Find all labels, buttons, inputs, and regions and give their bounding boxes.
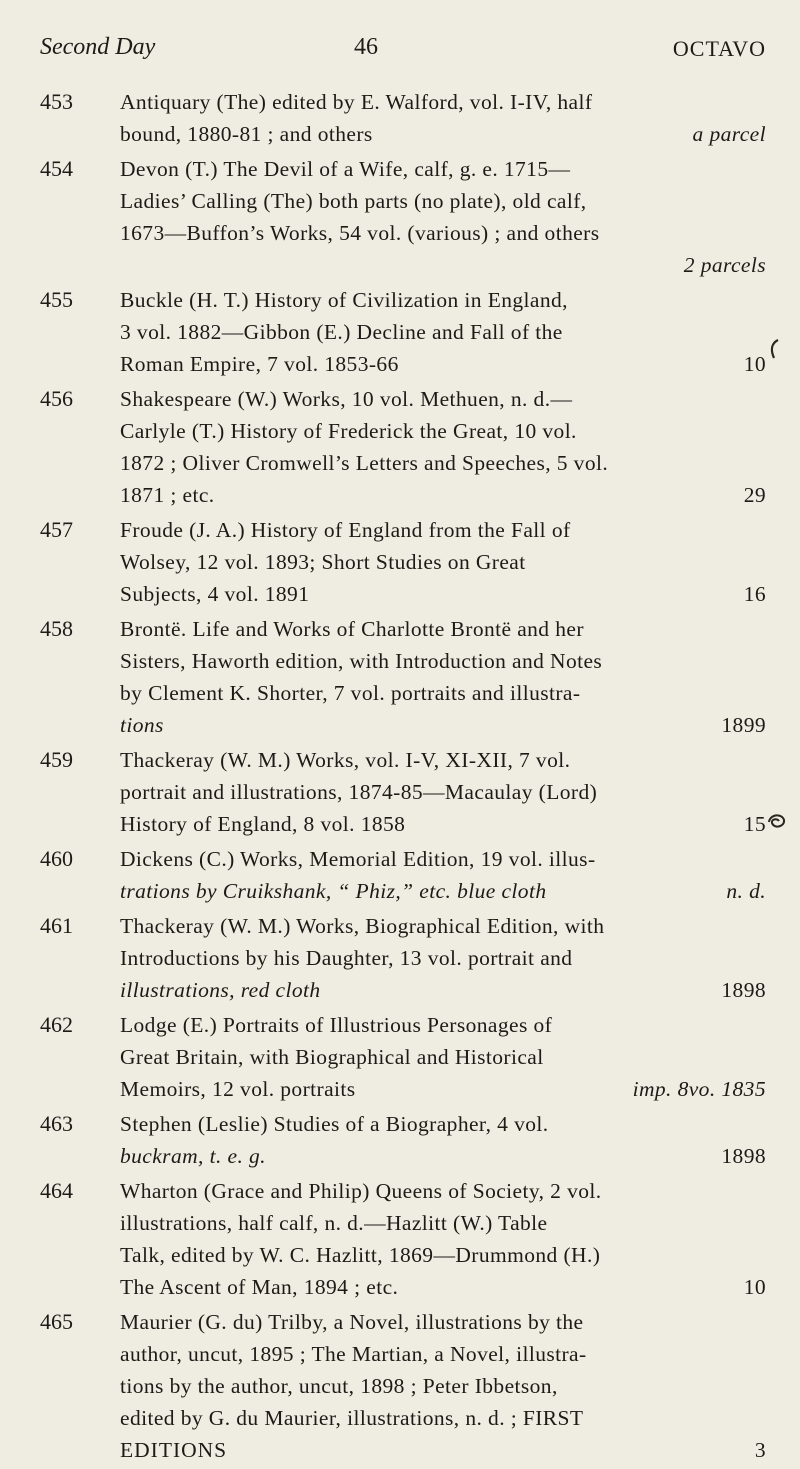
catalogue-entry (40, 1108, 766, 1172)
entry-line: Dickens (C.) Works, Memorial Edition, 19 vol. illus- (120, 847, 596, 871)
lot-quantity: 2 parcels (683, 253, 766, 277)
entry-line-text: Memoirs, 12 vol. portraits (120, 1077, 356, 1101)
entry-line: Wolsey, 12 vol. 1893; Short Studies on Great (120, 550, 526, 574)
entry-line-text: buckram, t. e. g. (120, 1144, 266, 1168)
entry-line: portrait and illustrations, 1874-85—Macaulay (Lord) (120, 780, 598, 804)
catalogue-entry (40, 910, 766, 1006)
entry-line-text: tions (120, 713, 164, 737)
entry-description (120, 613, 766, 741)
entry-line: Stephen (Leslie) Studies of a Biographer, 4 vol. (120, 1112, 549, 1136)
margin-pencil-mark (768, 338, 782, 365)
catalogue-entry (40, 1175, 766, 1303)
entry-line: Froude (J. A.) History of England from the Fall of (120, 518, 571, 542)
entry-line: edited by G. du Maurier, illustrations, n. d. ; FIRST (120, 1406, 584, 1430)
entry-description (120, 86, 766, 150)
entry-line (120, 1140, 766, 1172)
entry-line: Lodge (E.) Portraits of Illustrious Personages of (120, 1013, 553, 1037)
lot-date: 1899 (721, 713, 766, 737)
entry-line (120, 118, 766, 150)
entry-line: 1872 ; Oliver Cromwell’s Letters and Speeches, 5 vol. (120, 451, 609, 475)
entry-line-text: trations by Cruikshank, “ Phiz,” etc. blue cloth (120, 879, 547, 903)
entry-line: Buckle (H. T.) History of Civilization in England, (120, 288, 568, 312)
lot-quantity: 10 (743, 1275, 766, 1299)
entry-line-text: History of England, 8 vol. 1858 (120, 812, 406, 836)
entry-line: Thackeray (W. M.) Works, Biographical Edition, with (120, 914, 605, 938)
lot-quantity: 3 (754, 1438, 766, 1462)
lot-number: 457 (40, 517, 73, 542)
entry-line: Wharton (Grace and Philip) Queens of Society, 2 vol. (120, 1179, 602, 1203)
entry-line: Devon (T.) The Devil of a Wife, calf, g. e. 1715— (120, 157, 571, 181)
lot-quantity: 16 (743, 582, 766, 606)
entry-description (120, 1175, 766, 1303)
page-header (40, 34, 766, 68)
entry-line: illustrations, half calf, n. d.—Hazlitt (W.) Table (120, 1211, 548, 1235)
catalogue-entry (40, 153, 766, 281)
lot-date: 1898 (721, 1144, 766, 1168)
entry-line-text: The Ascent of Man, 1894 ; etc. (120, 1275, 399, 1299)
lot-number: 459 (40, 747, 73, 772)
catalogue-entry (40, 1306, 766, 1466)
lot-quantity: 10 (743, 352, 766, 376)
entry-line: tions by the author, uncut, 1898 ; Peter Ibbetson, (120, 1374, 558, 1398)
entry-description (120, 843, 766, 907)
entry-line: Shakespeare (W.) Works, 10 vol. Methuen, n. d.— (120, 387, 573, 411)
entry-description (120, 514, 766, 610)
entry-line: Thackeray (W. M.) Works, vol. I-V, XI-XII, 7 vol. (120, 748, 571, 772)
entry-line: Introductions by his Daughter, 13 vol. portrait and (120, 946, 573, 970)
lot-number: 453 (40, 89, 73, 114)
entry-line (120, 875, 766, 907)
entry-line (120, 974, 766, 1006)
entry-line: 1673—Buffon’s Works, 54 vol. (various) ; and others (120, 221, 600, 245)
section-label: OCTAVO (672, 36, 766, 61)
entry-description (120, 744, 766, 840)
entry-line (120, 808, 766, 840)
entry-description (120, 153, 766, 281)
catalogue-entry (40, 383, 766, 511)
entry-description (120, 284, 766, 380)
lot-number: 458 (40, 616, 73, 641)
entry-line (120, 709, 766, 741)
entry-description (120, 910, 766, 1006)
catalogue-entry (40, 843, 766, 907)
entry-line (120, 1073, 766, 1105)
lot-quantity: a parcel (692, 122, 766, 146)
entry-line: by Clement K. Shorter, 7 vol. portraits and illustra- (120, 681, 581, 705)
lot-number: 465 (40, 1309, 73, 1334)
lot-format-date: imp. 8vo. 1835 (632, 1077, 766, 1101)
lot-quantity: 15 (743, 812, 766, 836)
lot-number: 463 (40, 1111, 73, 1136)
entry-line (120, 348, 766, 380)
lot-number: 455 (40, 287, 73, 312)
running-head-day: Second Day (40, 34, 156, 60)
entry-line-text: illustrations, red cloth (120, 978, 321, 1002)
entry-line (120, 249, 766, 281)
entry-description (120, 1306, 766, 1466)
entry-line: Sisters, Haworth edition, with Introduction and Notes (120, 649, 603, 673)
entry-line-text: 1871 ; etc. (120, 483, 215, 507)
entry-line: 3 vol. 1882—Gibbon (E.) Decline and Fall of the (120, 320, 563, 344)
lot-date: 1898 (721, 978, 766, 1002)
catalogue-entry (40, 1009, 766, 1105)
margin-pencil-mark (766, 810, 788, 837)
entry-line-text: EDITIONS (120, 1438, 228, 1462)
lot-date: n. d. (726, 879, 766, 903)
lot-number: 461 (40, 913, 73, 938)
entry-line: author, uncut, 1895 ; The Martian, a Novel, illustra- (120, 1342, 587, 1366)
page-number: 46 (354, 34, 378, 60)
lot-number: 454 (40, 156, 73, 181)
entry-line: Ladies’ Calling (The) both parts (no plate), old calf, (120, 189, 587, 213)
lot-number: 456 (40, 386, 73, 411)
entry-line-text: Subjects, 4 vol. 1891 (120, 582, 310, 606)
entry-line: Carlyle (T.) History of Frederick the Great, 10 vol. (120, 419, 577, 443)
entry-line (120, 479, 766, 511)
entry-line (120, 1434, 766, 1466)
entry-description (120, 1108, 766, 1172)
entry-line-text: Roman Empire, 7 vol. 1853-66 (120, 352, 399, 376)
lot-number: 460 (40, 846, 73, 871)
entry-description (120, 1009, 766, 1105)
catalogue-entry (40, 744, 766, 840)
lot-number: 464 (40, 1178, 73, 1203)
lot-quantity: 29 (743, 483, 766, 507)
catalogue-entry (40, 284, 766, 380)
lot-number: 462 (40, 1012, 73, 1037)
entry-line: Brontë. Life and Works of Charlotte Brontë and her (120, 617, 584, 641)
catalogue-entry (40, 514, 766, 610)
entry-line: Great Britain, with Biographical and Historical (120, 1045, 544, 1069)
entry-line: Maurier (G. du) Trilby, a Novel, illustrations by the (120, 1310, 584, 1334)
catalogue-entries (40, 86, 766, 1469)
entry-line-text: bound, 1880-81 ; and others (120, 122, 373, 146)
entry-line: Talk, edited by W. C. Hazlitt, 1869—Drummond (H.) (120, 1243, 601, 1267)
entry-line (120, 578, 766, 610)
entry-line (120, 1271, 766, 1303)
catalogue-entry (40, 86, 766, 150)
entry-line: Antiquary (The) edited by E. Walford, vol. I-IV, half (120, 90, 593, 114)
entry-description (120, 383, 766, 511)
catalogue-entry (40, 613, 766, 741)
